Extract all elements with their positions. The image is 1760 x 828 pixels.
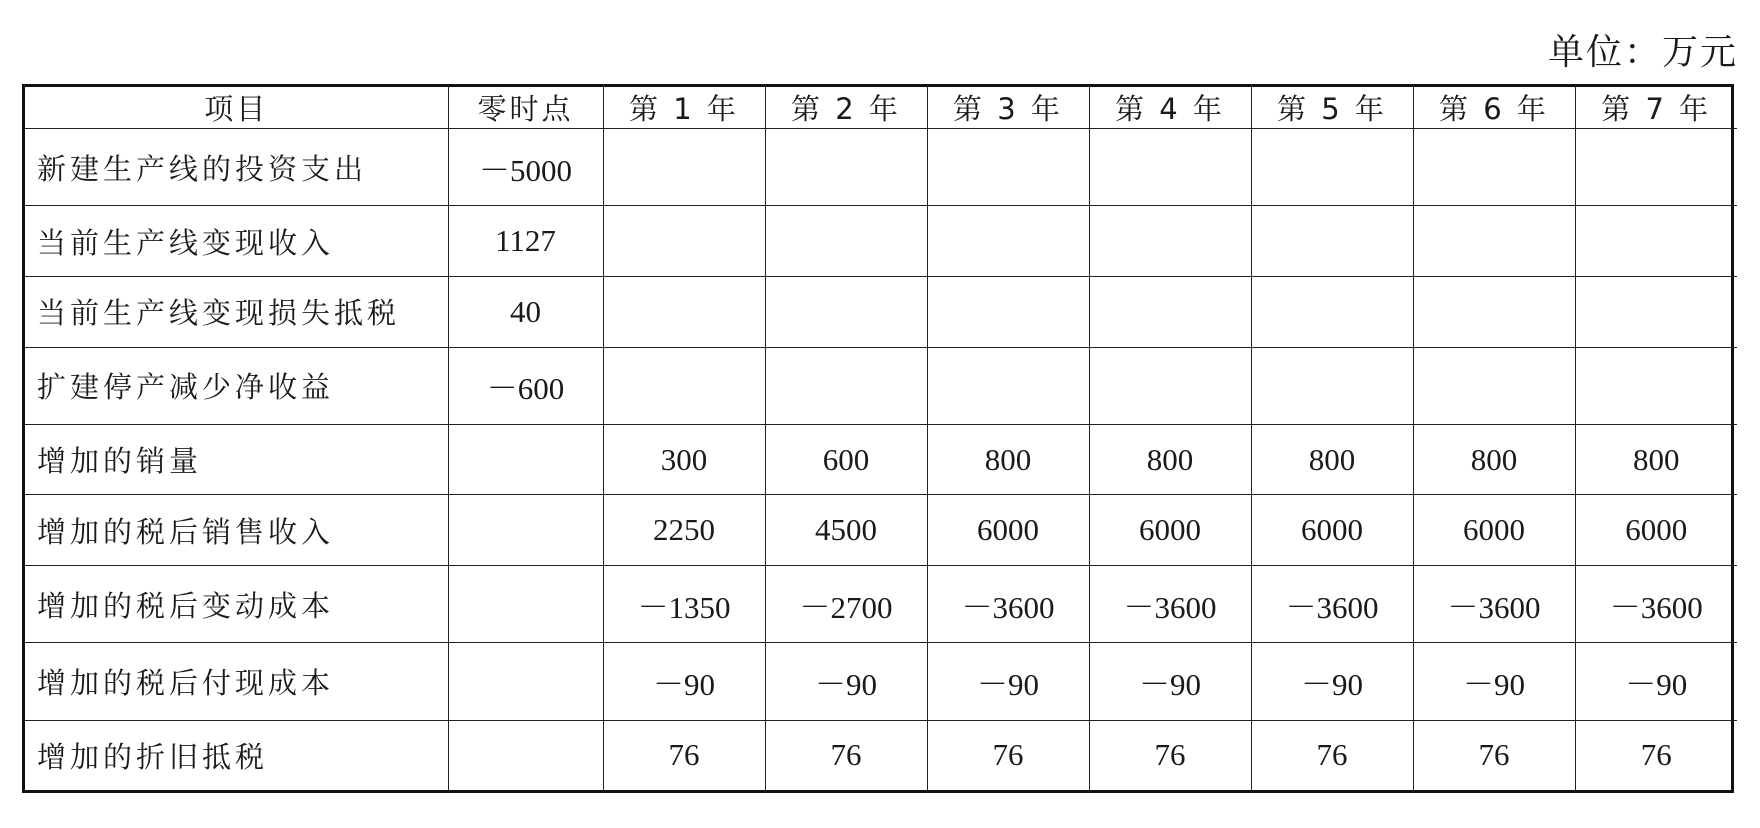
table-cell: －90 xyxy=(1575,643,1737,720)
table-cell xyxy=(448,643,603,720)
table-cell: 76 xyxy=(1251,720,1413,790)
table-cell: 800 xyxy=(1413,424,1575,495)
table-cell: －600 xyxy=(448,347,603,424)
table-cell: 300 xyxy=(603,424,765,495)
column-header-year-4: 第 4 年 xyxy=(1089,87,1251,129)
table-cell: 4500 xyxy=(765,495,927,566)
table-cell: －5000 xyxy=(448,129,603,206)
table-cell: 600 xyxy=(765,424,927,495)
table-cell: 800 xyxy=(927,424,1089,495)
unit-note: 单位：万元 xyxy=(1547,32,1738,73)
row-label: 当前生产线变现收入 xyxy=(25,206,448,277)
table-row xyxy=(25,495,1737,566)
table-cell: 40 xyxy=(448,276,603,347)
table-row xyxy=(25,643,1737,720)
table-cell xyxy=(603,206,765,277)
row-label: 新建生产线的投资支出 xyxy=(25,129,448,206)
table-cell: 6000 xyxy=(1089,495,1251,566)
table-cell: 76 xyxy=(927,720,1089,790)
table-cell: 6000 xyxy=(1413,495,1575,566)
column-header-year-7: 第 7 年 xyxy=(1575,87,1737,129)
cash-flow-table-grid xyxy=(25,87,1737,790)
column-header-year-1: 第 1 年 xyxy=(603,87,765,129)
row-label: 增加的销量 xyxy=(25,424,448,495)
table-cell: －3600 xyxy=(1089,566,1251,643)
row-label: 增加的税后付现成本 xyxy=(25,643,448,720)
table-cell xyxy=(765,129,927,206)
table-row xyxy=(25,566,1737,643)
table-cell xyxy=(1413,129,1575,206)
column-header-year-6: 第 6 年 xyxy=(1413,87,1575,129)
table-row xyxy=(25,424,1737,495)
row-label: 当前生产线变现损失抵税 xyxy=(25,276,448,347)
table-row xyxy=(25,129,1737,206)
table-cell: 76 xyxy=(603,720,765,790)
table-cell xyxy=(448,566,603,643)
table-cell: －90 xyxy=(603,643,765,720)
table-cell: 6000 xyxy=(1251,495,1413,566)
table-cell xyxy=(1575,206,1737,277)
table-row xyxy=(25,347,1737,424)
table-cell: 2250 xyxy=(603,495,765,566)
table-cell: 800 xyxy=(1575,424,1737,495)
table-cell: －3600 xyxy=(1575,566,1737,643)
table-cell xyxy=(448,424,603,495)
table-cell xyxy=(1575,276,1737,347)
table-cell xyxy=(927,206,1089,277)
table-cell: －90 xyxy=(765,643,927,720)
column-header-year-5: 第 5 年 xyxy=(1251,87,1413,129)
table-cell xyxy=(1251,129,1413,206)
table-cell: 800 xyxy=(1251,424,1413,495)
table-cell xyxy=(1251,276,1413,347)
table-cell: －90 xyxy=(1413,643,1575,720)
header-row xyxy=(25,87,1737,129)
row-label: 扩建停产减少净收益 xyxy=(25,347,448,424)
table-cell: 76 xyxy=(1575,720,1737,790)
table-row xyxy=(25,276,1737,347)
table-cell: 76 xyxy=(765,720,927,790)
table-cell: －90 xyxy=(1251,643,1413,720)
table-cell xyxy=(1575,129,1737,206)
column-header-item: 项目 xyxy=(25,87,448,129)
table-cell xyxy=(765,206,927,277)
column-header-time-zero: 零时点 xyxy=(448,87,603,129)
row-label: 增加的税后变动成本 xyxy=(25,566,448,643)
table-cell xyxy=(1413,206,1575,277)
table-cell: 6000 xyxy=(1575,495,1737,566)
table-cell: 76 xyxy=(1413,720,1575,790)
table-cell xyxy=(1089,129,1251,206)
table-cell: 6000 xyxy=(927,495,1089,566)
table-cell xyxy=(1413,347,1575,424)
row-label: 增加的折旧抵税 xyxy=(25,720,448,790)
table-cell: 76 xyxy=(1089,720,1251,790)
table-cell: －2700 xyxy=(765,566,927,643)
table-cell: －90 xyxy=(927,643,1089,720)
table-cell xyxy=(603,129,765,206)
table-row xyxy=(25,720,1737,790)
table-cell xyxy=(1251,347,1413,424)
table-cell xyxy=(1089,206,1251,277)
table-cell xyxy=(1575,347,1737,424)
table-cell xyxy=(603,347,765,424)
table-cell xyxy=(1089,276,1251,347)
table-cell: －90 xyxy=(1089,643,1251,720)
table-cell: －1350 xyxy=(603,566,765,643)
table-cell xyxy=(927,129,1089,206)
table-cell: 800 xyxy=(1089,424,1251,495)
table-cell xyxy=(765,347,927,424)
table-cell: －3600 xyxy=(1251,566,1413,643)
row-label: 增加的税后销售收入 xyxy=(25,495,448,566)
table-cell: －3600 xyxy=(1413,566,1575,643)
table-cell xyxy=(1251,206,1413,277)
table-row xyxy=(25,206,1737,277)
cash-flow-table xyxy=(22,84,1734,793)
table-cell xyxy=(927,276,1089,347)
table-cell xyxy=(448,720,603,790)
table-cell xyxy=(927,347,1089,424)
table-cell xyxy=(603,276,765,347)
column-header-year-2: 第 2 年 xyxy=(765,87,927,129)
table-cell: 1127 xyxy=(448,206,603,277)
table-cell xyxy=(1089,347,1251,424)
table-cell xyxy=(1413,276,1575,347)
table-cell: －3600 xyxy=(927,566,1089,643)
column-header-year-3: 第 3 年 xyxy=(927,87,1089,129)
table-cell xyxy=(765,276,927,347)
table-cell xyxy=(448,495,603,566)
